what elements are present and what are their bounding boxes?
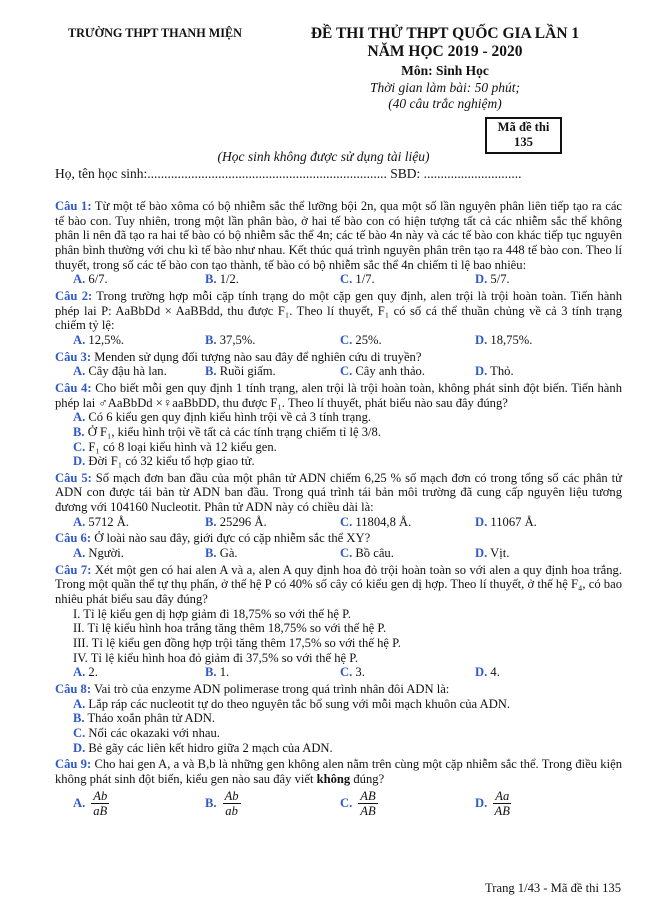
question-text: Cho hai gen A, a và B,b là những gen không alen nằm trên cùng một cặp nhiễm sắc thể. Trong điều kiện không phát sinh đột biến, kiểu gen nào sau đây viết (55, 757, 622, 786)
option-label: A. (73, 665, 86, 680)
question-label: Câu 6: (55, 531, 92, 546)
option-text: 11804,8 Å. (355, 514, 412, 529)
question-stem (55, 757, 622, 786)
option-text: Có 6 kiểu gen quy định kiểu hình trội về cả 3 tính trạng. (88, 410, 372, 425)
question-text: Từ một tế bào xôma có bộ nhiễm sắc thể lưỡng bội 2n, qua một số lần nguyên phân liên tiếp tạo ra các tế bào con. Tuy nhiên, trong một lần phân bào, ở hai tế bào con có hiện tượng tất cả các nhiễm sắc thể không phân li nên đã tạo ra hai tế bào có bộ nhiễm sắc thể 4n; các tế bào 4n này và các tế bào con khác tiếp tục nguyên phân bình thường với chu kì tế bào như nhau. Kết thúc quá trình nguyên phân trên tạo ra 448 tế bào con. Theo lí thuyết, trong số các tế bào con tạo thành, tế bào có bộ nhiễm sắc thể 4n chiếm tỉ lệ bao nhiêu: (55, 199, 623, 272)
fraction-denominator: AB (360, 804, 376, 819)
answer-option[interactable] (340, 665, 475, 680)
option-label: B. (73, 424, 85, 439)
question (55, 682, 622, 755)
question (55, 289, 622, 348)
answer-option[interactable] (340, 272, 475, 287)
option-text: Cây đậu hà lan. (88, 364, 167, 379)
option-text: 1/7. (355, 272, 375, 287)
option-text: 11067 Å. (490, 514, 537, 529)
answer-options (55, 665, 622, 680)
answer-option[interactable] (73, 515, 205, 530)
question-text-end: đúng? (350, 771, 385, 786)
option-text: Tháo xoắn phân tử ADN. (87, 711, 215, 726)
question (55, 381, 622, 469)
option-text: 5/7. (490, 272, 510, 287)
answer-option[interactable] (340, 333, 475, 348)
answer-option[interactable] (73, 697, 622, 712)
option-label: B. (205, 332, 217, 347)
exam-code-value: 135 (514, 135, 533, 149)
answer-option[interactable] (340, 515, 475, 530)
subject: Môn: Sinh Học (401, 63, 489, 78)
option-text: 25296 Å. (219, 514, 267, 529)
answer-option[interactable] (475, 546, 610, 561)
option-text: Người. (88, 546, 124, 561)
answer-options (55, 364, 622, 379)
option-label: C. (340, 546, 353, 561)
option-text: Ở F₁, kiểu hình trội về tất cả các tính trạng chiếm tỉ lệ 3/8. (87, 424, 381, 439)
option-text: Thỏ. (490, 364, 514, 379)
option-text: 18,75%. (490, 332, 533, 347)
fraction-numerator: Ab (93, 789, 108, 804)
student-info-line: Họ, tên học sinh:....................................................................... SBD: ............................. (55, 166, 522, 181)
option-label: B. (205, 546, 217, 561)
answer-options (55, 546, 622, 561)
statement: IV. Tỉ lệ kiểu hình hoa đỏ giảm đi 37,5% so với thế hệ P. (73, 650, 358, 665)
option-label: C. (340, 332, 353, 347)
option-text: 4. (490, 665, 500, 680)
answer-options (55, 697, 622, 756)
answer-option[interactable] (73, 726, 622, 741)
answer-option[interactable] (205, 665, 340, 680)
option-label: D. (475, 272, 488, 287)
answer-option[interactable] (73, 741, 622, 756)
answer-options (55, 515, 622, 530)
answer-option[interactable] (73, 364, 205, 379)
answer-option[interactable] (73, 454, 622, 469)
option-label: A. (73, 696, 86, 711)
question (55, 199, 622, 287)
option-text: 5712 Å. (88, 514, 129, 529)
question (55, 563, 622, 680)
option-label: A. (73, 796, 86, 811)
question-text: Cho biết mỗi gen quy định 1 tính trạng, alen trội là trội hoàn toàn, không phát sinh đột biến. Tiến hành phép lai ♂AaBbDd ×♀aaBbDD, thu được F₁. Theo lí thuyết, phát biểu nào sau đây đúng? (55, 380, 622, 410)
answer-option[interactable] (205, 787, 340, 821)
question-text: Xét một gen có hai alen A và a, alen A quy định hoa đỏ trội hoàn toàn so với alen a quy định hoa trắng. Trong một quần thể tự thụ phấn, ở thế hệ P có 40% số cây có kiểu gen dị hợp. Theo lí thuyết, ở thế hệ F₄, có bao nhiêu phát biểu sau đây đúng? (55, 562, 622, 607)
answer-option[interactable] (205, 272, 340, 287)
option-label: C. (340, 272, 353, 287)
option-label: D. (475, 332, 488, 347)
answer-option[interactable] (475, 364, 610, 379)
question-text-bold: không (316, 771, 351, 786)
option-label: A. (73, 410, 86, 425)
option-label: C. (340, 364, 353, 379)
exam-code-label: Mã đề thi (497, 120, 550, 134)
answer-option[interactable] (73, 546, 205, 561)
answer-option[interactable] (475, 515, 610, 530)
option-text: 3. (355, 665, 365, 680)
question-stem (55, 471, 622, 515)
answer-options (55, 333, 622, 348)
question-label: Câu 2: (55, 288, 93, 303)
option-label: B. (205, 665, 217, 680)
question (55, 350, 622, 379)
answer-option[interactable] (205, 546, 340, 561)
option-label: C. (340, 796, 353, 811)
option-label: D. (475, 665, 488, 680)
question-label: Câu 3: (55, 349, 92, 364)
genotype-fraction (358, 789, 377, 818)
option-text: 25%. (355, 332, 382, 347)
answer-options (55, 272, 622, 287)
answer-option[interactable] (73, 410, 622, 425)
answer-option[interactable] (340, 364, 475, 379)
answer-options (55, 410, 622, 469)
fraction-denominator: ab (225, 804, 238, 819)
question-text: Vai trò của enzyme ADN polimerase trong quá trình nhân đôi ADN là: (93, 682, 450, 696)
instruction-note: (Học sinh không được sử dụng tài liệu) (217, 149, 430, 164)
option-text: Bẻ gãy các liên kết hidro giữa 2 mạch của ADN. (88, 740, 333, 755)
option-text: Gà. (219, 546, 238, 561)
exam-title-block (290, 24, 600, 112)
question-text: Menden sử dụng đối tượng nào sau đây để nghiên cứu di truyền? (94, 349, 422, 364)
question-stem (55, 381, 622, 410)
question (55, 757, 622, 820)
fraction-denominator: aB (93, 804, 108, 819)
option-label: B. (205, 796, 217, 811)
question-list (55, 199, 622, 823)
genotype-fraction (91, 789, 109, 818)
option-label: A. (73, 364, 86, 379)
fraction-numerator: Ab (224, 789, 239, 804)
genotype-fraction (493, 789, 511, 818)
option-text: Nối các okazaki với nhau. (88, 725, 220, 740)
question-text: Số mạch đơn ban đầu của một phân tử ADN chiếm 6,25 % số mạch đơn có trong tổng số các phân tử ADN con được tái bản từ ADN ban đầu. Trong quá trình tái bản môi trường đã cung cấp nguyên liệu tương đương với 104160 Nucleotit. Phân tử ADN này có chiều dài là: (55, 470, 622, 515)
answer-option[interactable] (475, 787, 610, 821)
answer-option[interactable] (475, 272, 610, 287)
option-text: Lắp ráp các nucleotit tự do theo nguyên tắc bổ sung với mỗi mạch khuôn của ADN. (88, 696, 511, 711)
option-label: C. (73, 439, 86, 454)
question-stem (55, 563, 622, 607)
answer-option[interactable] (73, 333, 205, 348)
statement: I. Tỉ lệ kiểu gen dị hợp giảm đi 18,75% so với thế hệ P. (73, 606, 351, 621)
option-label: A. (73, 272, 86, 287)
answer-option[interactable] (73, 787, 205, 821)
question-label: Câu 7: (55, 562, 92, 577)
option-text: 37,5%. (219, 332, 256, 347)
option-label: A. (73, 514, 86, 529)
answer-options (55, 787, 622, 821)
option-label: B. (205, 364, 217, 379)
option-label: D. (475, 364, 488, 379)
question-stem (55, 682, 622, 697)
school-name: TRƯỜNG THPT THANH MIỆN (68, 26, 242, 40)
question-label: Câu 1: (55, 199, 92, 213)
option-label: D. (73, 740, 86, 755)
answer-option[interactable] (340, 787, 475, 821)
option-text: Ruồi giấm. (219, 364, 276, 379)
fraction-denominator: AB (494, 804, 510, 819)
option-label: C. (73, 725, 86, 740)
statement: III. Tỉ lệ kiểu gen đồng hợp trội tăng thêm 17,5% so với thế hệ P. (73, 636, 401, 651)
answer-option[interactable] (205, 333, 340, 348)
question-count: (40 câu trắc nghiệm) (388, 96, 502, 111)
option-text: Vịt. (490, 546, 510, 561)
option-label: B. (205, 272, 217, 287)
question-text: Trong trường hợp mỗi cặp tính trạng do một cặp gen quy định, alen trội là trội hoàn toàn. Tiến hành phép lai P: AaBbDd × AaBBdd, thu được F₁. Theo lí thuyết, F₁ có số cá thể thuần chủng về cả 3 tính trạng chiếm tỷ lệ: (55, 288, 622, 333)
question-stem (55, 350, 622, 365)
option-text: 12,5%. (88, 332, 125, 347)
option-label: D. (475, 546, 488, 561)
answer-option[interactable] (73, 665, 205, 680)
option-text: F₁ có 8 loại kiểu hình và 12 kiểu gen. (88, 439, 277, 454)
fraction-numerator: Aa (495, 789, 510, 804)
option-label: C. (340, 514, 353, 529)
option-label: A. (73, 332, 86, 347)
statement: II. Tỉ lệ kiểu hình hoa trắng tăng thêm 18,75% so với thế hệ P. (73, 621, 387, 636)
question-stem (55, 199, 622, 272)
option-text: Bồ câu. (355, 546, 394, 561)
question-label: Câu 4: (55, 380, 92, 395)
option-text: 6/7. (88, 272, 108, 287)
answer-option[interactable] (205, 515, 340, 530)
option-label: B. (73, 711, 85, 726)
answer-option[interactable] (205, 364, 340, 379)
fraction-numerator: AB (360, 789, 376, 804)
option-label: D. (475, 796, 488, 811)
option-text: Cây anh thảo. (355, 364, 426, 379)
option-text: Đời F₁ có 32 kiểu tổ hợp giao tử. (88, 454, 255, 469)
question-text: Ở loài nào sau đây, giới đực có cặp nhiễm sắc thể XY? (94, 531, 371, 546)
question-label: Câu 5: (55, 470, 92, 485)
option-label: B. (205, 514, 217, 529)
answer-option[interactable] (475, 665, 610, 680)
question-label: Câu 8: (55, 682, 92, 696)
answer-option[interactable] (73, 711, 622, 726)
answer-option[interactable] (73, 440, 622, 455)
option-label: D. (475, 514, 488, 529)
genotype-fraction (223, 789, 241, 818)
time-limit: Thời gian làm bài: 50 phút; (369, 80, 521, 95)
question (55, 471, 622, 530)
exam-title: ĐỀ THI THỬ THPT QUỐC GIA LẦN 1 (310, 25, 580, 42)
option-text: 1/2. (219, 272, 239, 287)
option-label: C. (340, 665, 353, 680)
school-year: NĂM HỌC 2019 - 2020 (367, 43, 523, 60)
answer-option[interactable] (73, 425, 622, 440)
question (55, 531, 622, 560)
question-stem (55, 531, 622, 546)
option-label: A. (73, 546, 86, 561)
option-label: D. (73, 454, 86, 469)
option-text: 2. (88, 665, 98, 680)
option-text: 1. (219, 665, 230, 680)
page-footer: Trang 1/43 - Mã đề thi 135 (485, 881, 621, 895)
answer-option[interactable] (340, 546, 475, 561)
question-stem (55, 289, 622, 333)
answer-option[interactable] (73, 272, 205, 287)
question-label: Câu 9: (55, 757, 92, 772)
answer-option[interactable] (475, 333, 610, 348)
